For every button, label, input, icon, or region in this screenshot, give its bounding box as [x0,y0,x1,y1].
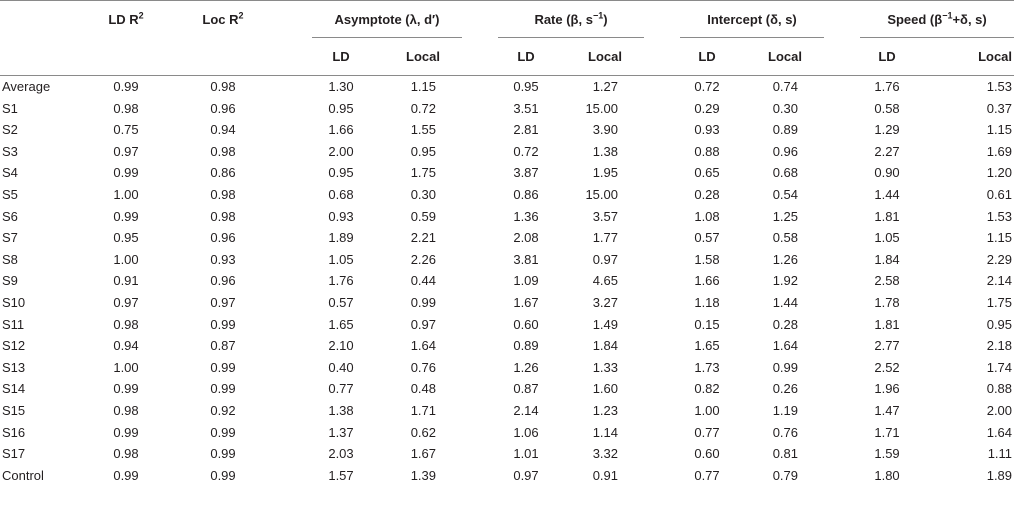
row-label: S7 [2,230,18,246]
cell-rate-ld: 1.01 [513,446,539,462]
cell-speed-ld: 1.81 [874,316,900,332]
row-label: S2 [2,122,18,138]
cell-ld-r2: 0.75 [113,122,139,138]
cell-intercept-ld: 0.93 [694,122,720,138]
cell-rate-local: 3.90 [592,122,618,138]
cell-asymptote-ld: 0.57 [328,294,354,310]
cell-asymptote-local: 0.97 [410,316,436,332]
cell-asymptote-local: 1.71 [410,402,436,418]
cell-intercept-local: 0.74 [772,79,799,94]
cell-speed-ld: 1.47 [874,402,900,418]
cell-loc-r2: 0.96 [210,273,236,289]
header-row-sub [0,38,1014,76]
cell-ld-r2: 0.98 [113,316,139,332]
cell-rate-local: 15.00 [585,186,618,202]
table-row [0,314,1014,336]
cell-rate-ld: 0.95 [513,79,539,94]
cell-loc-r2: 0.98 [210,79,236,94]
cell-rate-ld: 0.89 [513,338,539,354]
cell-asymptote-local: 1.39 [410,467,436,483]
cell-asymptote-ld: 0.93 [328,208,354,224]
table-row [0,76,1014,98]
cell-rate-ld: 1.36 [513,208,539,224]
cell-intercept-local: 0.54 [772,186,799,202]
cell-rate-ld: 0.72 [513,143,539,159]
cell-rate-local: 1.49 [592,316,618,332]
cell-intercept-local: 0.96 [772,143,799,159]
cell-rate-local: 1.27 [592,79,618,94]
table-row [0,357,1014,379]
row-label: S9 [2,273,18,289]
table-row [0,292,1014,314]
cell-asymptote-local: 0.72 [410,100,436,116]
cell-rate-local: 1.60 [592,381,618,397]
cell-intercept-ld: 1.58 [694,251,720,267]
cell-rate-local: 0.91 [592,467,618,483]
cell-ld-r2: 0.95 [113,230,139,246]
cell-speed-local: 1.11 [987,446,1013,462]
cell-speed-ld: 0.58 [874,100,900,116]
cell-asymptote-local: 0.62 [410,424,436,440]
cell-asymptote-local: 1.67 [410,446,436,462]
cell-asymptote-local: 1.55 [410,122,436,138]
cell-speed-ld: 1.71 [874,424,900,440]
table-row [0,162,1014,184]
cell-ld-r2: 0.99 [113,424,139,440]
cell-rate-ld: 3.51 [513,100,539,116]
cell-speed-ld: 1.44 [874,186,900,202]
cell-speed-ld: 0.90 [874,165,900,181]
sub-intercept-ld: LD [680,38,734,76]
cell-speed-local: 1.75 [986,294,1013,310]
cell-asymptote-ld: 1.89 [328,230,354,246]
cell-speed-local: 1.69 [986,143,1013,159]
cell-speed-local: 1.53 [986,208,1013,224]
cell-rate-ld: 3.81 [513,251,539,267]
cell-loc-r2: 0.92 [210,402,236,418]
cell-speed-ld: 1.81 [874,208,900,224]
cell-intercept-ld: 0.77 [694,424,720,440]
cell-speed-local: 2.14 [986,273,1013,289]
cell-intercept-ld: 1.00 [694,402,720,418]
cell-ld-r2: 1.00 [113,186,139,202]
sub-rate-local: Local [554,38,644,76]
cell-rate-ld: 2.08 [513,230,539,246]
cell-ld-r2: 0.98 [113,446,139,462]
cell-loc-r2: 0.98 [210,143,236,159]
cell-speed-local: 0.61 [986,186,1013,202]
cell-rate-local: 15.00 [585,100,618,116]
cell-intercept-ld: 0.77 [694,467,720,483]
cell-asymptote-local: 1.64 [410,338,436,354]
cell-speed-ld: 1.59 [874,446,900,462]
cell-intercept-local: 0.89 [772,122,799,138]
cell-intercept-ld: 0.65 [694,165,720,181]
cell-rate-ld: 1.09 [513,273,539,289]
cell-rate-local: 1.84 [592,338,618,354]
row-label: S13 [2,359,26,375]
cell-intercept-local: 0.81 [772,446,799,462]
cell-ld-r2: 0.99 [113,208,139,224]
cell-asymptote-local: 0.99 [410,294,436,310]
row-label: S12 [2,338,26,354]
cell-rate-local: 1.33 [592,359,618,375]
cell-intercept-local: 1.19 [772,402,799,418]
cell-speed-ld: 2.77 [874,338,900,354]
row-label: Average [2,79,51,94]
cell-rate-ld: 3.87 [513,165,539,181]
cell-loc-r2: 0.96 [210,230,236,246]
cell-intercept-local: 0.79 [772,467,799,483]
header-intercept: Intercept (δ, s) [680,1,824,38]
cell-speed-local: 1.89 [986,467,1013,483]
table-row [0,443,1014,465]
cell-loc-r2: 0.93 [210,251,236,267]
table-body [0,76,1014,487]
cell-asymptote-local: 1.75 [410,165,436,181]
cell-asymptote-local: 0.76 [410,359,436,375]
table-row [0,422,1014,444]
sub-asymptote-ld: LD [312,38,370,76]
cell-asymptote-ld: 2.00 [328,143,354,159]
cell-intercept-ld: 0.15 [694,316,720,332]
cell-asymptote-local: 0.30 [410,186,436,202]
cell-ld-r2: 0.98 [113,100,139,116]
table-row [0,184,1014,206]
table-row [0,335,1014,357]
row-label: S15 [2,402,26,418]
sub-rate-ld: LD [498,38,554,76]
cell-loc-r2: 0.98 [210,186,236,202]
row-label: S3 [2,143,18,159]
cell-asymptote-local: 0.59 [410,208,436,224]
cell-rate-local: 1.95 [592,165,618,181]
table-row [0,206,1014,228]
row-label: Control [2,467,44,483]
cell-speed-ld: 1.29 [874,122,900,138]
table-row [0,465,1014,487]
sub-asymptote-local: Local [370,38,462,76]
cell-asymptote-ld: 0.95 [328,165,354,181]
cell-rate-ld: 1.67 [513,294,539,310]
cell-intercept-ld: 0.82 [694,381,720,397]
cell-intercept-ld: 0.28 [694,186,720,202]
row-label: S14 [2,381,26,397]
cell-loc-r2: 0.97 [210,294,236,310]
cell-asymptote-ld: 0.77 [328,381,354,397]
cell-rate-ld: 1.26 [513,359,539,375]
cell-asymptote-ld: 1.76 [328,273,354,289]
cell-intercept-ld: 0.88 [694,143,720,159]
cell-speed-ld: 1.84 [874,251,900,267]
row-label: S5 [2,186,18,202]
row-label: S8 [2,251,18,267]
cell-intercept-local: 1.26 [772,251,799,267]
cell-speed-ld: 1.80 [874,467,900,483]
cell-intercept-local: 1.44 [772,294,799,310]
row-label: S6 [2,208,18,224]
cell-asymptote-ld: 0.95 [328,100,354,116]
table-row [0,249,1014,271]
cell-loc-r2: 0.99 [210,446,236,462]
table-row [0,270,1014,292]
cell-asymptote-ld: 1.65 [328,316,354,332]
cell-speed-ld: 2.52 [874,359,900,375]
cell-speed-local: 0.95 [986,316,1013,332]
cell-intercept-ld: 0.60 [694,446,720,462]
cell-speed-ld: 1.96 [874,381,900,397]
cell-speed-ld: 1.05 [874,230,900,246]
header-asymptote: Asymptote (λ, d′) [312,1,462,38]
row-label: S11 [2,316,25,332]
cell-asymptote-local: 0.48 [410,381,436,397]
cell-ld-r2: 0.99 [113,165,139,181]
cell-asymptote-ld: 1.37 [328,424,354,440]
cell-intercept-ld: 1.08 [694,208,720,224]
cell-speed-local: 2.29 [986,251,1013,267]
cell-ld-r2: 0.97 [113,294,139,310]
cell-rate-ld: 0.97 [513,467,539,483]
cell-loc-r2: 0.99 [210,316,236,332]
cell-ld-r2: 0.91 [113,273,139,289]
header-loc-r2: Loc $R^2$ [174,1,272,38]
cell-ld-r2: 0.99 [113,467,139,483]
cell-intercept-local: 0.99 [772,359,799,375]
cell-loc-r2: 0.96 [210,100,236,116]
cell-intercept-ld: 0.72 [694,79,720,94]
table-row [0,227,1014,249]
cell-rate-local: 1.38 [592,143,618,159]
table-row [0,98,1014,120]
header-row-top [0,1,1014,38]
cell-ld-r2: 1.00 [113,359,139,375]
row-label: S17 [2,446,26,462]
cell-intercept-local: 0.28 [772,316,799,332]
cell-asymptote-ld: 0.40 [328,359,354,375]
row-label: S1 [2,100,18,116]
cell-speed-local: 1.64 [986,424,1013,440]
cell-rate-ld: 2.81 [513,122,539,138]
row-label: S16 [2,424,26,440]
cell-speed-ld: 2.58 [874,273,900,289]
cell-intercept-local: 1.92 [772,273,799,289]
cell-asymptote-ld: 2.10 [328,338,354,354]
cell-asymptote-local: 0.44 [410,273,436,289]
table-row [0,141,1014,163]
cell-ld-r2: 0.94 [113,338,139,354]
cell-intercept-local: 1.64 [772,338,799,354]
table-row [0,119,1014,141]
cell-speed-local: 1.15 [986,230,1013,246]
cell-rate-local: 1.23 [592,402,618,418]
cell-intercept-local: 0.30 [772,100,799,116]
cell-ld-r2: 1.00 [113,251,139,267]
cell-intercept-ld: 0.57 [694,230,720,246]
cell-ld-r2: 0.99 [113,381,139,397]
cell-asymptote-ld: 1.57 [328,467,354,483]
header-rate: Rate (β, $s^{-1}$) [498,1,644,38]
cell-intercept-local: 0.76 [772,424,799,440]
cell-intercept-ld: 1.65 [694,338,720,354]
row-label: S10 [2,294,26,310]
cell-asymptote-local: 2.21 [410,230,436,246]
cell-loc-r2: 0.99 [210,424,236,440]
cell-asymptote-ld: 0.68 [328,186,354,202]
cell-asymptote-local: 2.26 [410,251,436,267]
cell-speed-local: 2.00 [986,402,1013,418]
cell-asymptote-local: 1.15 [410,79,436,94]
cell-speed-local: 1.74 [986,359,1013,375]
header-speed: Speed ($\beta^{-1}+\delta$, s) [860,1,1014,38]
row-label: S4 [2,165,18,181]
cell-loc-r2: 0.86 [210,165,236,181]
cell-intercept-ld: 1.66 [694,273,720,289]
cell-intercept-local: 0.26 [772,381,799,397]
cell-speed-local: 1.53 [986,79,1013,94]
cell-speed-local: 1.15 [986,122,1013,138]
cell-intercept-ld: 1.18 [694,294,720,310]
cell-speed-local: 0.37 [986,100,1013,116]
cell-ld-r2: 0.98 [113,402,139,418]
cell-rate-local: 4.65 [592,273,618,289]
cell-intercept-local: 0.68 [772,165,799,181]
cell-loc-r2: 0.99 [210,467,236,483]
cell-loc-r2: 0.99 [210,359,236,375]
header-blank [0,1,78,38]
header-ld-r2: LD $R^2$ [78,1,174,38]
cell-rate-ld: 0.60 [513,316,539,332]
cell-intercept-ld: 0.29 [694,100,720,116]
sub-speed-local: Local [914,38,1014,76]
cell-rate-ld: 1.06 [513,424,539,440]
cell-speed-ld: 2.27 [874,143,900,159]
cell-speed-ld: 1.76 [874,79,900,94]
cell-loc-r2: 0.94 [210,122,236,138]
sub-intercept-local: Local [734,38,824,76]
cell-loc-r2: 0.87 [210,338,236,354]
cell-rate-local: 0.97 [592,251,618,267]
cell-intercept-ld: 1.73 [694,359,720,375]
cell-rate-local: 3.27 [592,294,618,310]
sub-speed-ld: LD [860,38,914,76]
cell-rate-ld: 0.87 [513,381,539,397]
cell-rate-local: 3.32 [592,446,618,462]
cell-asymptote-ld: 1.66 [328,122,354,138]
cell-asymptote-ld: 1.38 [328,402,354,418]
cell-ld-r2: 0.99 [113,79,139,94]
cell-rate-ld: 2.14 [513,402,539,418]
cell-speed-local: 2.18 [986,338,1013,354]
cell-asymptote-ld: 2.03 [328,446,354,462]
cell-speed-local: 0.88 [986,381,1013,397]
table-row [0,400,1014,422]
cell-intercept-local: 1.25 [772,208,799,224]
cell-loc-r2: 0.99 [210,381,236,397]
table-row [0,378,1014,400]
cell-ld-r2: 0.97 [113,143,139,159]
cell-speed-ld: 1.78 [874,294,900,310]
cell-loc-r2: 0.98 [210,208,236,224]
cell-rate-ld: 0.86 [513,186,539,202]
cell-rate-local: 1.14 [592,424,618,440]
cell-asymptote-ld: 1.30 [328,79,354,94]
cell-intercept-local: 0.58 [772,230,799,246]
cell-rate-local: 3.57 [592,208,618,224]
cell-rate-local: 1.77 [592,230,618,246]
cell-speed-local: 1.20 [986,165,1013,181]
cell-asymptote-ld: 1.05 [328,251,354,267]
cell-asymptote-local: 0.95 [410,143,436,159]
